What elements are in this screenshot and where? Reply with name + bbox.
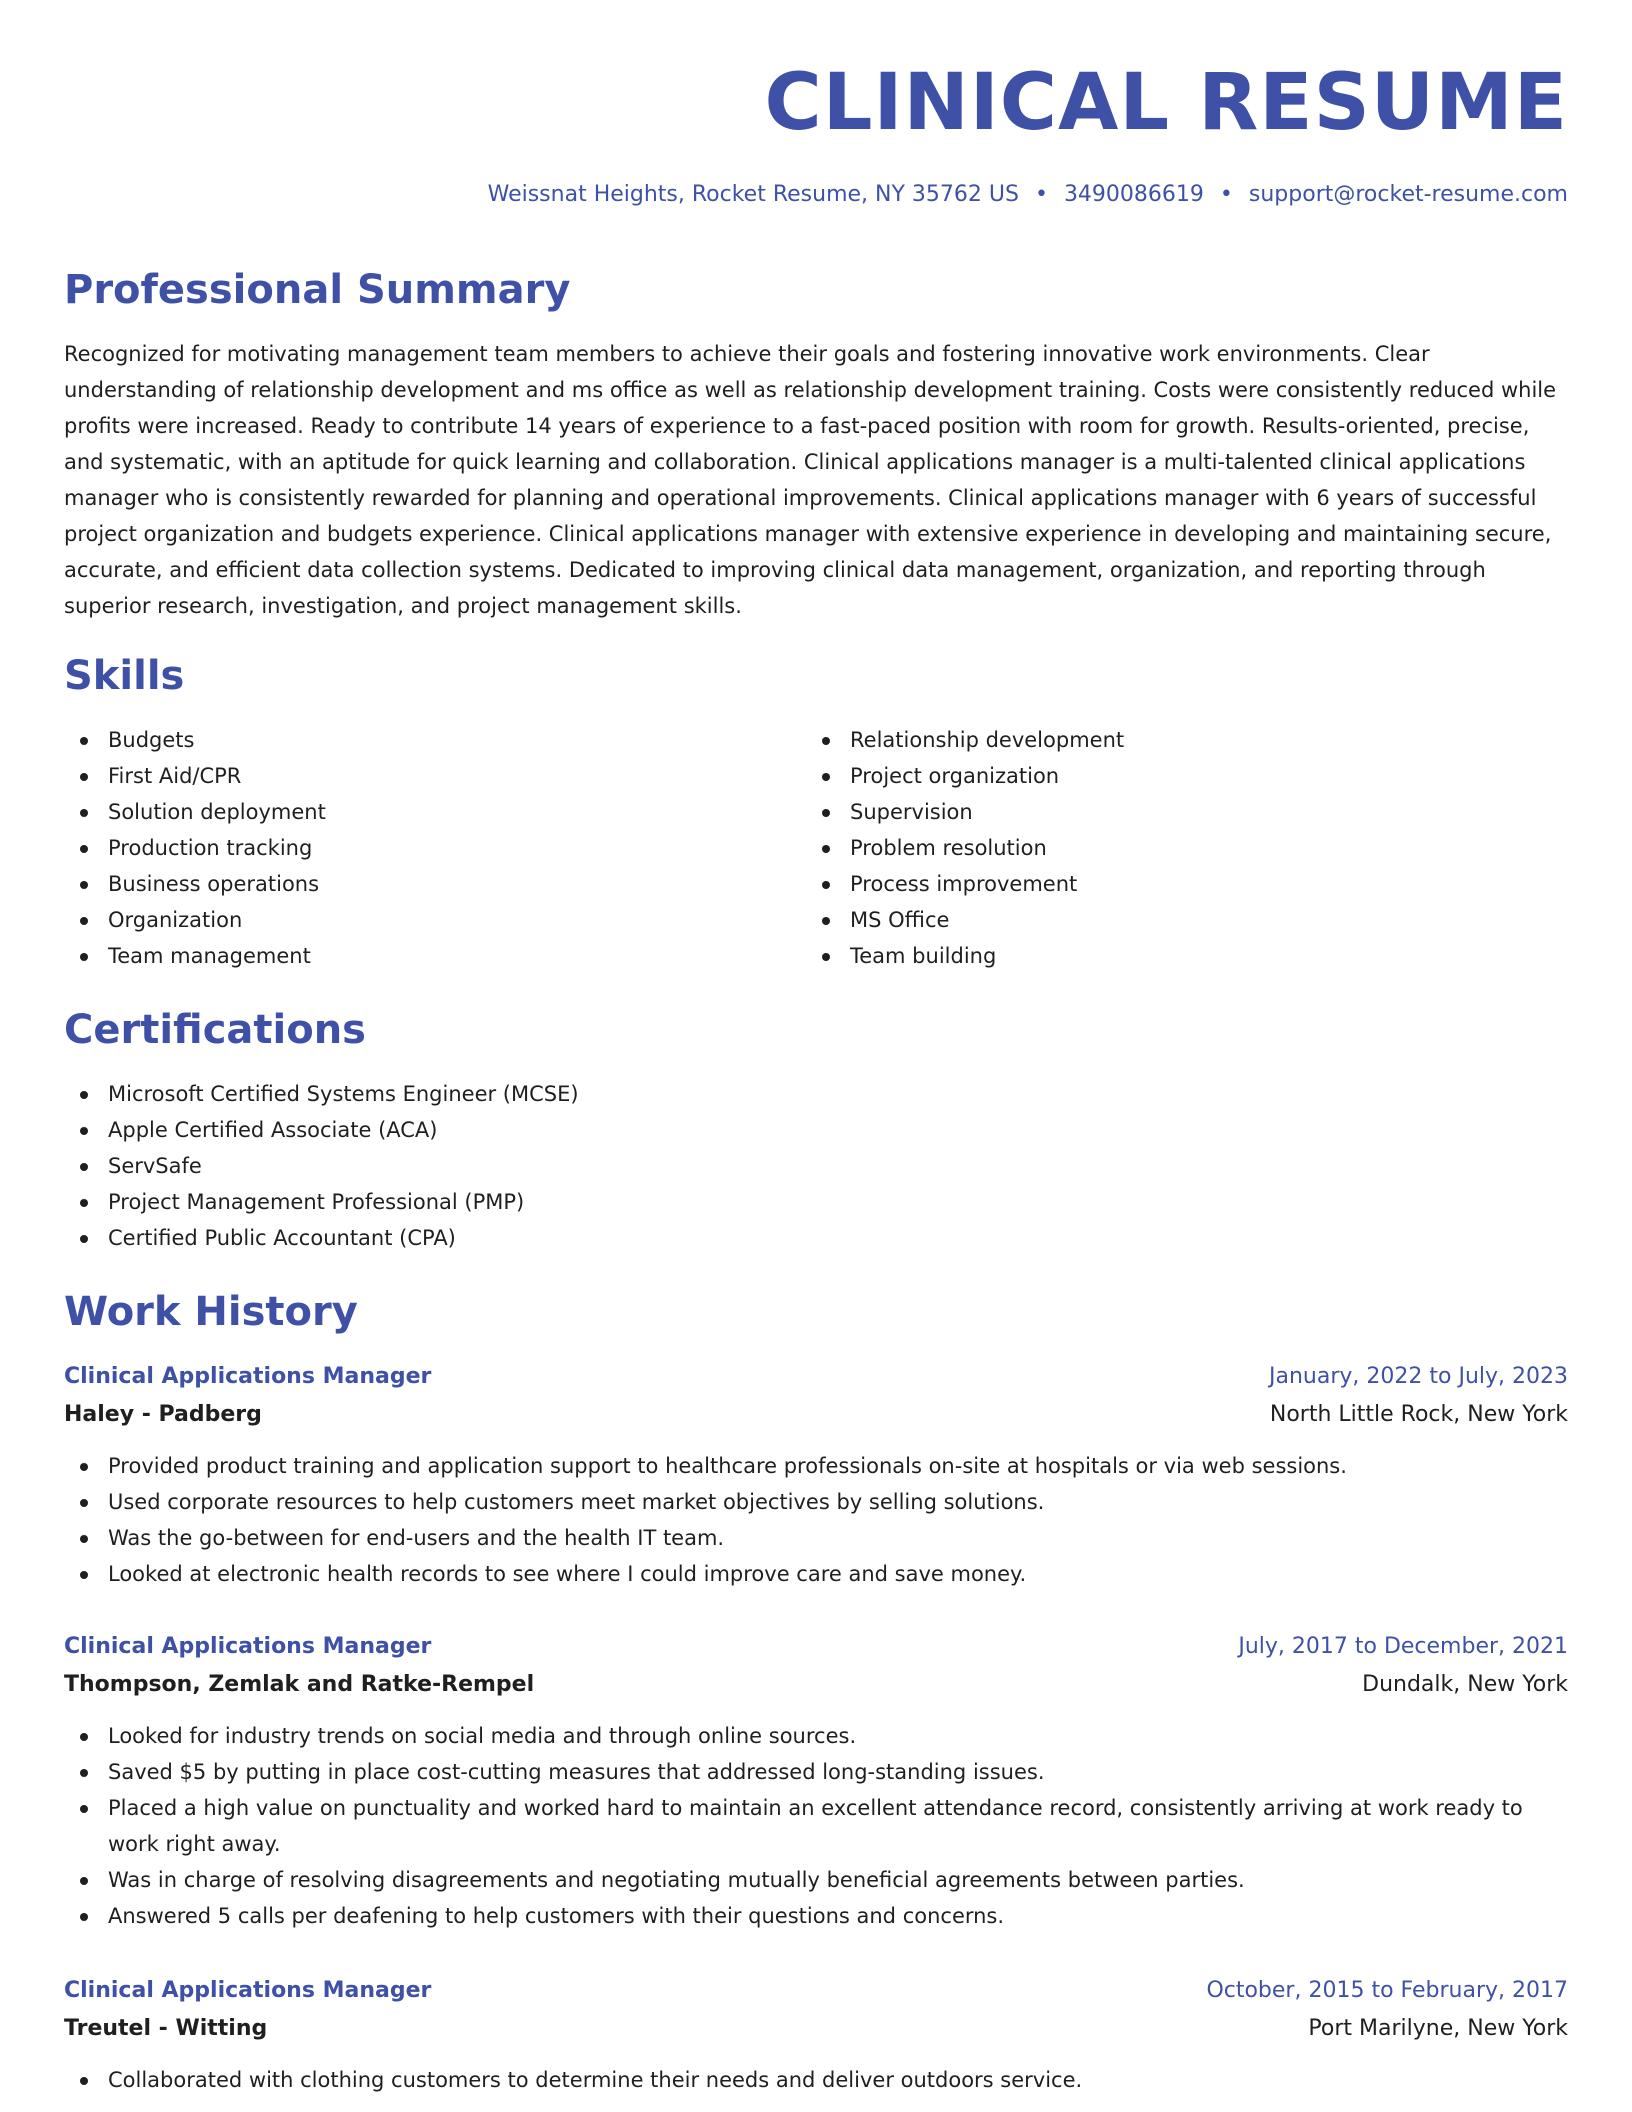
job-duty: Answered 5 calls per deafening to help customers with their questions and concerns. (64, 1898, 1568, 1934)
certification-item: ServSafe (64, 1148, 1064, 1184)
job-dates: January, 2022 to July, 2023 (1269, 1364, 1568, 1389)
skills-list-right (806, 722, 1546, 974)
skill-item: Solution deployment (64, 794, 804, 830)
skill-item: Budgets (64, 722, 804, 758)
certifications-heading: Certifications (64, 1007, 366, 1053)
skill-item: Project organization (806, 758, 1546, 794)
certification-item: Microsoft Certified Systems Engineer (MCSE) (64, 1076, 1064, 1112)
job-company: Haley - Padberg (64, 1402, 262, 1427)
contact-line (488, 182, 1568, 207)
job-title: Clinical Applications Manager (64, 1364, 432, 1389)
contact-separator: • (1034, 182, 1048, 207)
skill-item: Production tracking (64, 830, 804, 866)
job-location: Dundalk, New York (1362, 1672, 1568, 1697)
job-duties-list (64, 2062, 1568, 2098)
job-duty: Saved $5 by putting in place cost-cutting measures that addressed long-standing issues. (64, 1754, 1568, 1790)
skill-item: Problem resolution (806, 830, 1546, 866)
job-entry (64, 1358, 1568, 1592)
job-location: North Little Rock, New York (1269, 1402, 1568, 1427)
certification-item: Project Management Professional (PMP) (64, 1184, 1064, 1220)
job-duty: Looked at electronic health records to see where I could improve care and save money. (64, 1556, 1568, 1592)
job-duty: Provided product training and application support to healthcare professionals on-site at hospitals or via web sessions. (64, 1448, 1568, 1484)
skill-item: First Aid/CPR (64, 758, 804, 794)
contact-phone: 3490086619 (1063, 182, 1204, 207)
job-dates: October, 2015 to February, 2017 (1206, 1978, 1568, 2003)
job-duties-list (64, 1448, 1568, 1592)
job-duty: Was in charge of resolving disagreements and negotiating mutually beneficial agreements between parties. (64, 1862, 1568, 1898)
job-duty: Used corporate resources to help customers meet market objectives by selling solutions. (64, 1484, 1568, 1520)
job-duty: Collaborated with clothing customers to determine their needs and deliver outdoors service. (64, 2062, 1568, 2098)
resume-title: CLINICAL RESUME (764, 58, 1568, 148)
contact-separator: • (1219, 182, 1233, 207)
job-title: Clinical Applications Manager (64, 1634, 432, 1659)
job-dates: July, 2017 to December, 2021 (1238, 1634, 1568, 1659)
skill-item: Business operations (64, 866, 804, 902)
job-duty: Was the go-between for end-users and the health IT team. (64, 1520, 1568, 1556)
job-entry (64, 1628, 1568, 1934)
job-entry (64, 1972, 1568, 2098)
job-location: Port Marilyne, New York (1308, 2016, 1568, 2041)
skill-item: MS Office (806, 902, 1546, 938)
skills-heading: Skills (64, 653, 185, 699)
job-duties-list (64, 1718, 1568, 1934)
summary-heading: Professional Summary (64, 267, 571, 313)
contact-email[interactable]: support@rocket-resume.com (1248, 182, 1568, 207)
certification-item: Apple Certified Associate (ACA) (64, 1112, 1064, 1148)
job-company: Thompson, Zemlak and Ratke-Rempel (64, 1672, 535, 1697)
job-duty: Looked for industry trends on social media and through online sources. (64, 1718, 1568, 1754)
job-title: Clinical Applications Manager (64, 1978, 432, 2003)
job-company: Treutel - Witting (64, 2016, 268, 2041)
skills-list-left (64, 722, 804, 974)
work-history-heading: Work History (64, 1289, 358, 1335)
skill-item: Team building (806, 938, 1546, 974)
certifications-list (64, 1076, 1064, 1256)
skill-item: Supervision (806, 794, 1546, 830)
skill-item: Team management (64, 938, 804, 974)
summary-text: Recognized for motivating management team members to achieve their goals and fostering innovative work environments. Clear understanding of relationship development and ms office as well as relationship development training. Costs were consistently reduced while profits were increased. Ready to contribute 14 years of experience to a fast-paced position with room for growth. Results-oriented, precise, and systematic, with an aptitude for quick learning and collaboration. Clinical applications manager is a multi-talented clinical applications manager who is consistently rewarded for planning and operational improvements. Clinical applications manager with 6 years of successful project organization and budgets experience. Clinical applications manager with extensive experience in developing and maintaining secure, accurate, and efficient data collection systems. Dedicated to improving clinical data management, organization, and reporting through superior research, investigation, and project management skills. (64, 342, 1557, 618)
skill-item: Relationship development (806, 722, 1546, 758)
skill-item: Process improvement (806, 866, 1546, 902)
contact-address: Weissnat Heights, Rocket Resume, NY 35762 US (487, 182, 1019, 207)
skill-item: Organization (64, 902, 804, 938)
job-duty: Placed a high value on punctuality and worked hard to maintain an excellent attendance record, consistently arriving at work ready to work right away. (64, 1790, 1568, 1862)
certification-item: Certified Public Accountant (CPA) (64, 1220, 1064, 1256)
